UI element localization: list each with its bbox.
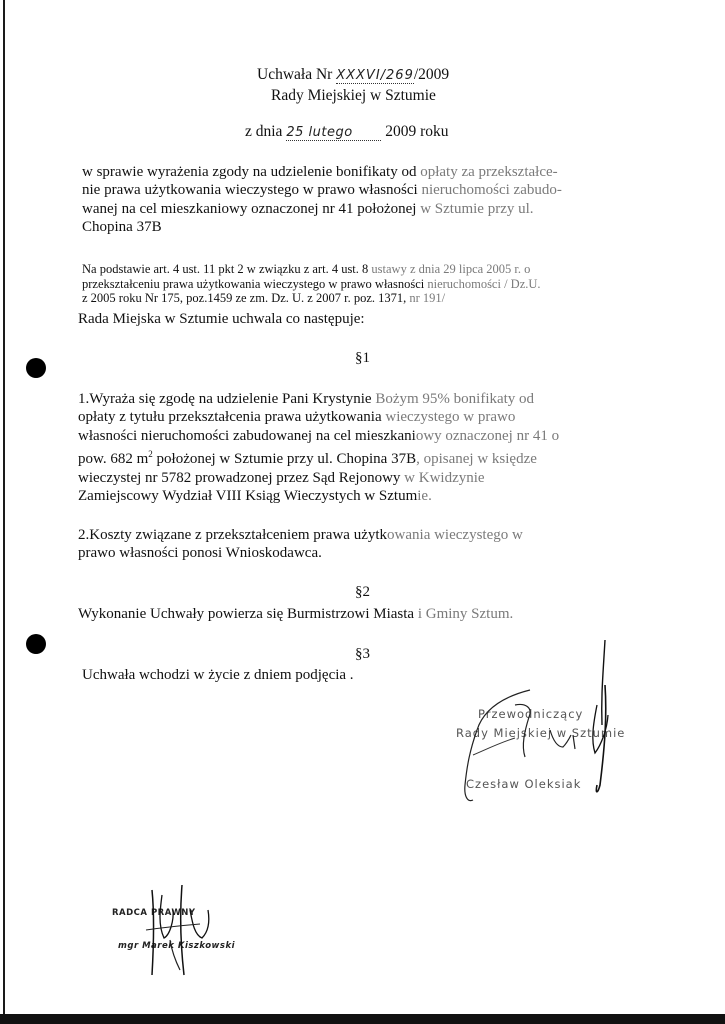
subject-line-3-end: w Sztumie przy ul.	[420, 200, 534, 217]
section-3-text: Uchwała wchodzi w życie z dniem podjęcia .	[82, 667, 354, 683]
resolution-number-handwritten: XXXVI/269	[336, 68, 414, 83]
s1-p1-line-5-end: w Kwidzynie	[404, 469, 485, 486]
resolution-subject	[82, 163, 654, 237]
scan-left-edge	[3, 0, 5, 1024]
section-2-heading: §2	[355, 584, 370, 600]
s1-p1-line-6-end: ie.	[417, 488, 432, 505]
stamp-line-1: RADCA PRAWNY	[112, 908, 196, 918]
date-suffix: 2009 roku	[385, 123, 449, 140]
scan-bottom-edge	[0, 1014, 725, 1024]
subject-line-1: w sprawie wyrażenia zgody na udzielenie bonifikaty od	[82, 164, 421, 180]
s1-p1-line-4: pow. 682 m	[78, 451, 149, 468]
resolution-date	[245, 123, 449, 141]
title-prefix: Uchwała Nr	[257, 66, 333, 83]
subject-line-3: wanej na cel mieszkaniowy oznaczonej nr 41 położonej	[82, 200, 421, 217]
date-handwritten: 25 lutego	[286, 125, 381, 141]
s1-p1-line-4-end: , opisanej w księdze	[416, 451, 537, 468]
s1-p1-line-5: wieczystej nr 5782 prowadzonej przez Sąd Rejonowy	[78, 469, 405, 486]
section-1-paragraph-1	[78, 390, 654, 505]
title-suffix: /2009	[413, 66, 450, 83]
s1-p1-line-3-end: owy oznaczonej nr 41 o	[415, 427, 560, 444]
superscript-2: 2	[148, 449, 153, 460]
date-prefix: z dnia	[245, 123, 283, 140]
stamp-line-2: mgr Marek Kiszkowski	[118, 941, 236, 951]
s1-p1-line-1: 1.Wyraża się zgodę na udzielenie Pani Krystynie	[78, 391, 376, 407]
legal-basis-line-2-end: nieruchomości / Dz.U.	[427, 276, 541, 291]
subject-line-4: Chopina 37B	[82, 219, 162, 236]
legal-advisor-signature-scribble	[140, 880, 230, 980]
resolution-title	[257, 66, 449, 84]
s1-p2-line-2: prawo własności ponosi Wnioskodawca.	[78, 545, 322, 562]
legal-basis	[82, 262, 657, 306]
legal-basis-line-2: przekształceniu prawa użytkowania wieczystego w prawo własności	[82, 276, 428, 291]
section-2-text	[78, 606, 513, 623]
s1-p1-line-1-end: Bożym 95% bonifikaty od	[375, 391, 535, 407]
chairman-signature-scribble	[455, 635, 635, 810]
subject-line-2-end: nieruchomości zabudo-	[421, 182, 562, 199]
s1-p1-line-4-mid: położonej w Sztumie przy ul. Chopina 37B	[152, 451, 417, 468]
section-3-heading: §3	[355, 646, 370, 662]
signature-name: Czesław Oleksiak	[466, 777, 582, 791]
subject-line-2: nie prawa użytkowania wieczystego w prawo własności	[82, 182, 422, 199]
signature-role-line-2: Rady Miejskiej w Sztumie	[456, 726, 626, 740]
legal-basis-line-1-end: ustawy z dnia 29 lipca 2005 r. o	[371, 262, 531, 276]
s1-p2-line-1: 2.Koszty związane z przekształceniem prawa użytk	[78, 527, 388, 543]
signature-role-line-1: Przewodniczący	[478, 707, 584, 721]
subject-line-1-end: opłaty za przekształce-	[420, 164, 558, 180]
section-1-paragraph-2	[78, 526, 654, 563]
section-1-heading: §1	[355, 350, 370, 366]
s1-p1-line-6: Zamiejscowy Wydział VIII Ksiąg Wieczystych w Sztum	[78, 488, 418, 505]
legal-basis-line-1: Na podstawie art. 4 ust. 11 pkt 2 w związku z art. 4 ust. 8	[82, 262, 372, 276]
s1-p1-line-3: własności nieruchomości zabudowanej na cel mieszkani	[78, 427, 416, 444]
legal-basis-line-3: z 2005 roku Nr 175, poz.1459 ze zm. Dz. U. z 2007 r. poz. 1371,	[82, 291, 410, 306]
s1-p1-line-2: opłaty z tytułu przekształcenia prawa użytkowania	[78, 409, 386, 426]
legal-basis-line-3-end: nr 191/	[409, 291, 446, 306]
s2-text-end: i Gminy Sztum.	[417, 606, 514, 622]
s1-p2-line-1-end: owania wieczystego w	[387, 527, 523, 543]
enacting-clause: Rada Miejska w Sztumie uchwala co następuje:	[78, 311, 365, 327]
s1-p1-line-2-end: wieczystego w prawo	[385, 409, 516, 426]
council-name: Rady Miejskiej w Sztumie	[271, 87, 436, 104]
s2-text: Wykonanie Uchwały powierza się Burmistrzowi Miasta	[78, 606, 418, 622]
